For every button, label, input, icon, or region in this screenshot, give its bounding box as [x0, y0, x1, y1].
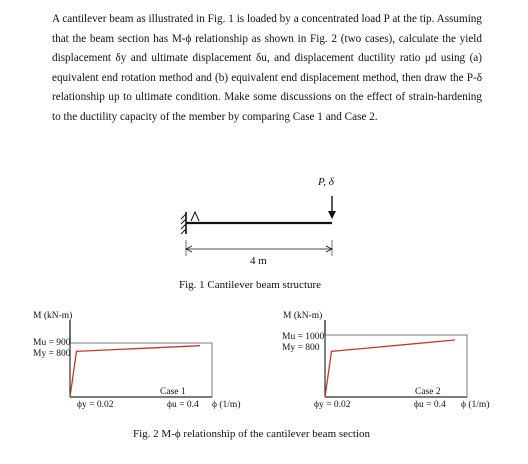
span-label: 4 m: [250, 255, 267, 267]
case1-phi-u-label: ϕu = 0.4: [167, 400, 199, 410]
fig2-caption: Fig. 2 M-ϕ relationship of the cantilever beam section: [133, 428, 371, 440]
case1-phi-y-label: ϕy = 0.02: [77, 400, 114, 410]
case1-x-unit: ϕ (1/m): [212, 400, 241, 410]
case2-case-label: Case 2: [415, 387, 441, 397]
fig1-caption: Fig. 1 Cantilever beam structure: [179, 279, 322, 291]
case2-my-label: My = 800: [282, 343, 320, 353]
case1-y-label: M (kN-m): [33, 311, 73, 321]
case2-x-unit: ϕ (1/m): [461, 400, 490, 410]
case2-phi-y-label: ϕy = 0.02: [314, 400, 351, 410]
case1-case-label: Case 1: [160, 387, 186, 397]
case2-phi-u-label: ϕu = 0.4: [414, 400, 446, 410]
case2-mu-label: Mu = 1000: [282, 332, 325, 342]
case2-chart: [325, 320, 467, 397]
load-label: P, δ: [318, 176, 334, 188]
case1-mu-label: Mu = 900: [33, 338, 71, 348]
case1-my-label: My = 800: [33, 349, 71, 359]
case2-frame: [325, 335, 467, 397]
case2-y-label: M (kN-m): [283, 311, 323, 321]
problem-statement: A cantilever beam as illustrated in Fig. 1 is loaded by a concentrated load P at the tip. Assuming that the beam section has M-ϕ relationship as shown in Fig. 2 (two cases), calculate the yield displacement δy and ultimate displacement δu, and displacement ductility ratio μd using (a) equivalent end rotation method and (b) equivalent end displacement method, then draw the P-δ relationship up to ultimate condition. Make some discussions on the effect of strain-hardening to the ductility capacity of the member by comparing Case 1 and Case 2.: [52, 13, 482, 123]
case1-chart: [70, 320, 212, 397]
